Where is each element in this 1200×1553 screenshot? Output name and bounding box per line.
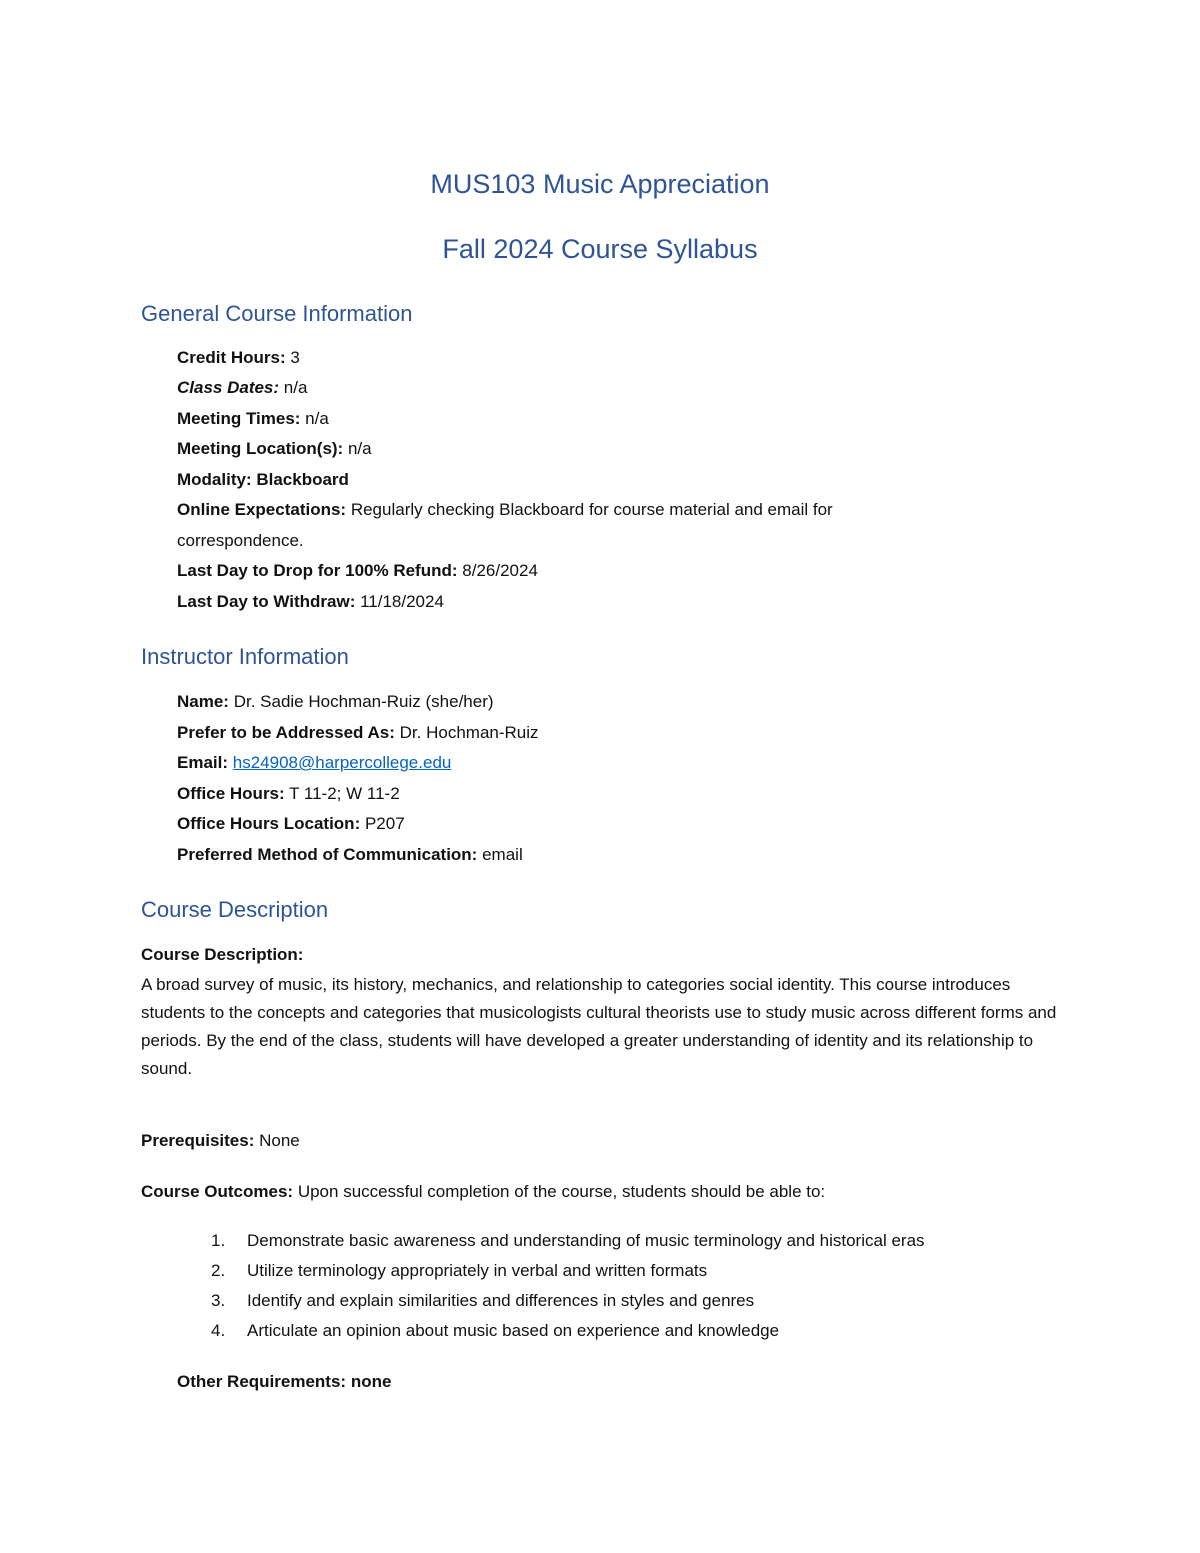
office-location-label: Office Hours Location: — [177, 814, 361, 833]
course-outcomes-intro: Upon successful completion of the course, students should be able to: — [297, 1182, 826, 1201]
drop-date-row — [177, 559, 538, 583]
other-requirements-row — [177, 1370, 391, 1394]
other-requirements-label: Other Requirements: — [177, 1372, 347, 1391]
communication-row — [177, 843, 523, 867]
office-location-row — [177, 812, 405, 836]
general-info-heading: General Course Information — [141, 301, 413, 326]
modality-label: Modality: — [177, 470, 252, 489]
instructor-info-heading: Instructor Information — [141, 644, 349, 669]
withdraw-date-label: Last Day to Withdraw: — [177, 592, 356, 611]
list-item — [141, 1259, 925, 1289]
addressed-as-row — [177, 721, 539, 745]
meeting-location-label: Meeting Location(s): — [177, 439, 344, 458]
communication-label: Preferred Method of Communication: — [177, 845, 478, 864]
meeting-times-row — [177, 407, 329, 431]
prerequisites-label: Prerequisites: — [141, 1131, 255, 1150]
class-dates-label: Class Dates: — [177, 378, 280, 397]
email-link[interactable]: hs24908@harpercollege.edu — [232, 753, 452, 772]
list-item — [141, 1319, 925, 1349]
online-expectations-value: Regularly checking Blackboard for course material and email for — [350, 500, 833, 519]
communication-value: email — [482, 845, 523, 864]
modality-value: Blackboard — [256, 470, 349, 489]
list-item-text: Utilize terminology appropriately in verbal and written formats — [247, 1261, 708, 1280]
withdraw-date-value: 11/18/2024 — [360, 592, 444, 611]
office-location-value: P207 — [364, 814, 405, 833]
drop-date-value: 8/26/2024 — [462, 561, 538, 580]
list-item — [141, 1289, 925, 1319]
drop-date-label: Last Day to Drop for 100% Refund: — [177, 561, 458, 580]
course-description-label: Course Description: — [141, 945, 304, 964]
instructor-name-value: Dr. Sadie Hochman-Ruiz (she/her) — [233, 692, 494, 711]
list-item-number: 2. — [211, 1261, 226, 1280]
class-dates-value: n/a — [283, 378, 308, 397]
office-hours-value: T 11-2; W 11-2 — [289, 784, 400, 803]
credit-hours-row — [177, 346, 300, 370]
other-requirements-value: none — [350, 1372, 392, 1391]
document-subtitle: Fall 2024 Course Syllabus — [442, 234, 758, 264]
document-title: MUS103 Music Appreciation — [430, 169, 770, 199]
credit-hours-value: 3 — [290, 348, 300, 367]
outcomes-list — [141, 1229, 925, 1349]
list-item-text: Demonstrate basic awareness and understanding of music terminology and historical eras — [247, 1231, 925, 1250]
list-item-text: Articulate an opinion about music based on experience and knowledge — [247, 1321, 780, 1340]
addressed-as-value: Dr. Hochman-Ruiz — [399, 723, 539, 742]
list-item-number: 4. — [211, 1321, 226, 1340]
meeting-location-value: n/a — [347, 439, 372, 458]
list-item-number: 3. — [211, 1291, 226, 1310]
office-hours-label: Office Hours: — [177, 784, 285, 803]
modality-row — [177, 468, 349, 492]
list-item-number: 1. — [211, 1231, 226, 1250]
email-label: Email: — [177, 753, 229, 772]
meeting-times-label: Meeting Times: — [177, 409, 301, 428]
course-outcomes-label: Course Outcomes: — [141, 1182, 294, 1201]
email-row — [177, 751, 451, 775]
credit-hours-label: Credit Hours: — [177, 348, 286, 367]
online-expectations-row — [177, 498, 833, 522]
instructor-name-row — [177, 690, 494, 714]
addressed-as-label: Prefer to be Addressed As: — [177, 723, 395, 742]
class-dates-row — [177, 376, 307, 400]
meeting-times-value: n/a — [305, 409, 329, 428]
office-hours-row — [177, 782, 400, 806]
course-outcomes-row — [141, 1180, 825, 1204]
online-expectations-continued: correspondence. — [177, 531, 304, 550]
withdraw-date-row — [177, 590, 444, 614]
prerequisites-value: None — [259, 1131, 300, 1150]
course-description-heading: Course Description — [141, 897, 329, 922]
instructor-name-label: Name: — [177, 692, 229, 711]
list-item-text: Identify and explain similarities and differences in styles and genres — [247, 1291, 755, 1310]
meeting-location-row — [177, 437, 372, 461]
online-expectations-label: Online Expectations: — [177, 500, 347, 519]
prerequisites-row — [141, 1129, 300, 1153]
course-description-text: A broad survey of music, its history, mechanics, and relationship to categories social identity. This course introduces students to the concepts and categories that musicologists cultural theorists use to study music across different forms and periods. By the end of the class, students will have developed a greater understanding of identity and its relationship to sound. — [141, 975, 1057, 1078]
list-item — [141, 1229, 925, 1259]
